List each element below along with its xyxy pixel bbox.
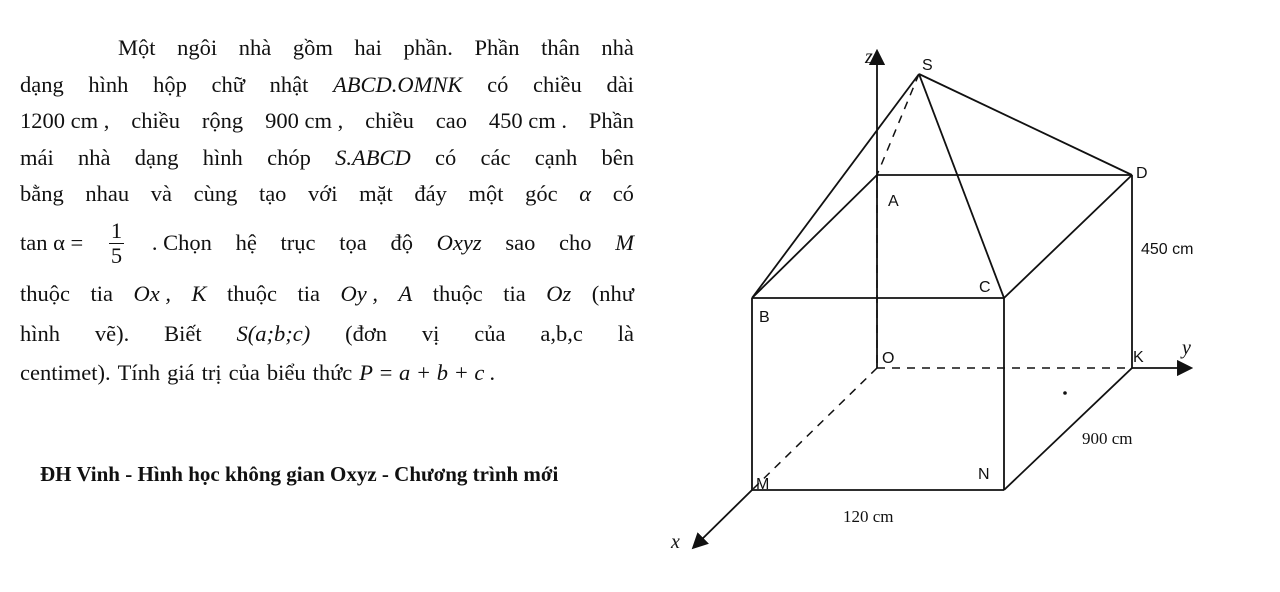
problem-word: tia [297,281,321,307]
label-B: B [759,309,770,326]
problem-word: biểu [266,359,306,385]
problem-word: ngôi [177,35,218,60]
problem-word: góc [525,181,558,206]
problem-word: Biết [164,321,202,347]
stray-dot [1063,391,1067,395]
problem-word: của [474,321,506,347]
problem-word: gồm [292,35,333,60]
problem-word: trị [201,359,222,385]
problem-word: S(a;b;c) [236,321,311,347]
dimension-height: 450 cm [1141,241,1194,258]
x-axis-solid [694,490,752,547]
problem-word: centimet). [20,359,111,385]
problem-word: sao [505,230,536,256]
label-z: z [865,46,873,68]
problem-word: phần. [403,35,453,60]
problem-word: chiều [131,108,181,133]
problem-word: vẽ). [94,321,130,347]
label-A: A [888,193,899,210]
problem-word: dạng [134,144,179,170]
hidden-edge-OM [752,368,877,490]
problem-word: . Chọn [151,230,212,256]
label-M: M [756,476,770,493]
problem-word: nhà [238,35,272,60]
problem-word: nhà [78,144,111,170]
problem-word: hình [20,321,61,347]
label-K: K [1133,349,1144,366]
problem-word: nhà [601,35,634,60]
edge-CD [1004,175,1132,298]
problem-word: thuộc [20,281,70,307]
label-N: N [978,466,990,483]
problem-word: thuộc [227,281,278,307]
problem-word: thân [541,35,580,60]
problem-word: trục [280,230,316,256]
problem-word: một [468,181,504,206]
problem-word: có [434,144,457,170]
problem-word: thuộc [432,281,483,307]
problem-word: vị [421,321,440,347]
edge-SB [752,74,919,298]
problem-word: hình [88,71,129,97]
problem-word: mặt [359,181,393,206]
problem-word: hai [354,35,382,60]
fraction-denominator: 5 [110,243,123,268]
dimension-length: 120 cm [843,507,894,526]
problem-word: chiều [365,108,414,133]
problem-word: a,b,c [540,321,583,347]
problem-word: của [228,359,260,385]
problem-word: nhật [269,71,309,97]
problem-word: (như [591,281,634,307]
problem-word: Một [118,35,156,60]
problem-word: K [191,281,207,307]
problem-word: chữ [211,71,245,97]
problem-word: 1200 cm , [20,108,110,133]
problem-word: P = a + b + c . [359,359,496,385]
dimension-width: 900 cm [1082,429,1133,448]
problem-word: Oxyz [436,230,482,256]
problem-word: tia [503,281,526,307]
problem-word: dạng [20,71,64,97]
problem-word: hệ [235,230,257,256]
problem-word: S.ABCD [335,144,411,170]
problem-word: A [398,281,413,307]
problem-word: với [308,181,338,206]
problem-word: (đơn [345,321,387,347]
label-D: D [1136,165,1148,182]
problem-word: cùng [193,181,238,206]
problem-word: bằng [20,181,64,206]
problem-word: tia [90,281,113,307]
problem-word: tọa [339,230,367,256]
tan-alpha-lead: tan α = [20,230,84,256]
problem-word: cho [559,230,592,256]
problem-word: cạnh [534,144,578,170]
problem-word: đáy [414,181,447,206]
problem-word: Tính [117,359,161,385]
hidden-edge-SA [877,74,919,175]
problem-word: có [612,181,634,206]
problem-word: có [487,71,509,97]
problem-word: 450 cm . [488,108,568,133]
problem-word: bên [601,144,634,170]
fraction-numerator: 1 [110,218,123,243]
problem-word: 900 cm , [265,108,344,133]
problem-word: giá [167,359,195,385]
problem-word: hình [202,144,243,170]
label-y: y [1182,337,1191,359]
problem-word: α [579,181,592,206]
problem-word: và [150,181,172,206]
label-x: x [671,531,680,553]
problem-word: M [615,230,634,256]
source-line: ĐH Vinh - Hình học không gian Oxyz - Chương trình mới [40,462,559,486]
problem-word: Phần [588,108,634,133]
label-O: O [882,350,895,367]
problem-word: Oz [546,281,572,307]
label-S: S [922,57,933,74]
problem-word: Phần [474,35,520,60]
problem-word: chiều [533,71,582,97]
problem-word: chóp [267,144,311,170]
problem-word: thức [312,359,353,385]
problem-word: nhau [85,181,130,206]
problem-word: tạo [258,181,287,206]
problem-word: rộng [201,108,244,133]
problem-word: Oy , [340,281,379,307]
problem-word: là [617,321,634,347]
problem-word: cao [435,108,467,133]
problem-word: hộp [153,71,187,97]
problem-word: ABCD.OMNK [333,71,463,97]
problem-word: dài [606,71,634,97]
problem-word: Ox , [133,281,171,307]
label-C: C [979,279,991,296]
problem-word: mái [20,144,54,170]
problem-word: độ [390,230,413,256]
problem-word: các [480,144,511,170]
edge-AB [752,175,877,298]
